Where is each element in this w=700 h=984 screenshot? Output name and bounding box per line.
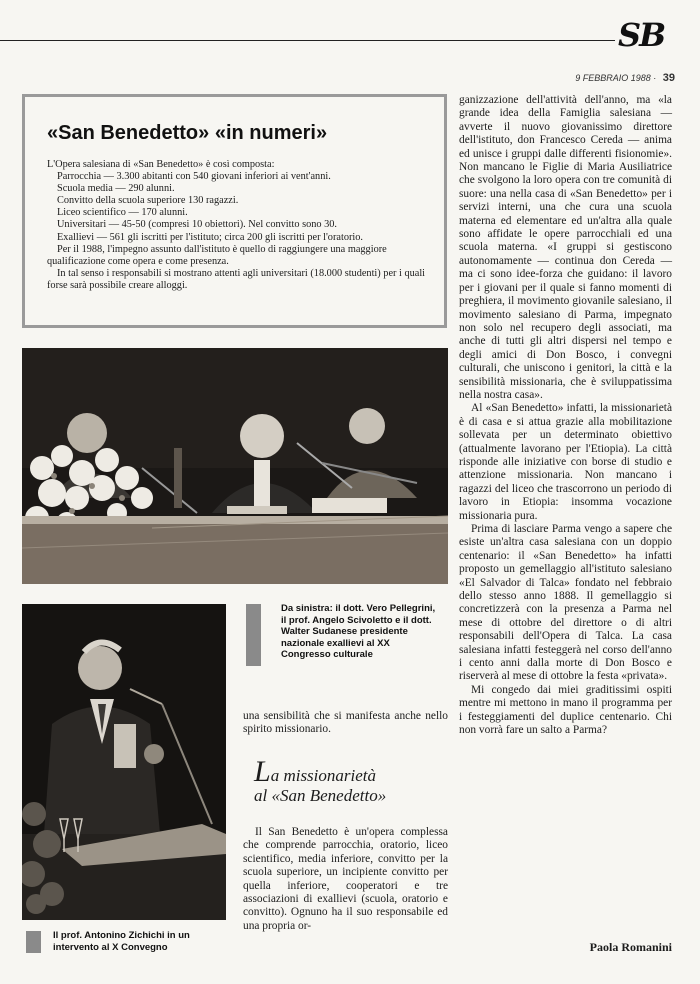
right-column <box>459 94 672 738</box>
continuation-paragraph: una sensibilità che si manifesta anche nello spirito missionario. <box>243 710 448 736</box>
body-paragraph: Mi congedo dai miei graditissimi ospiti mentre mi mettono in mano il programma per i festeggiamenti del duplice centenario. Chi non vorrà fare un salto a Parma? <box>459 683 672 737</box>
heading-rest: a missionarietà <box>270 766 376 785</box>
box-line: Exallievi — 561 gli iscritti per l'istituto; circa 200 gli iscritti per l'oratorio. <box>57 231 363 243</box>
magazine-logo: SB <box>618 16 665 54</box>
author-byline: Paola Romanini <box>589 940 672 954</box>
zichichi-photo-graphic <box>22 604 226 920</box>
page-number: 39 <box>662 72 675 84</box>
box-line: L'Opera salesiana di «San Benedetto» è così composta: <box>47 159 275 170</box>
photo-zichichi <box>22 604 226 920</box>
panel-photo-graphic <box>22 348 448 584</box>
body-paragraph: Prima di lasciare Parma vengo a sapere che esiste un'altra casa salesiana con un doppio centenario: il «San Benedetto» ha infatti proposto un gemellaggio all'istituto salesiano «El Salvador di Talca» fondato nel febbraio dello stesso anno 1888. Il gemellaggio si concretizzerà con la presenza a Parma nel mese di ottobre del direttore o di altri responsabili dell'Opera di Talca. La casa salesiana infatti festeggerà nel corso dell'anno i cento anni dalla morte di Don Bosco e riserverà al mese di ottobre la festa «privata». <box>459 523 672 683</box>
caption-marker <box>246 604 261 666</box>
caption-marker <box>26 931 41 953</box>
section-heading-line1 <box>254 755 386 788</box>
page-header-date: 9 FEBBRAIO 1988 · 39 <box>575 72 675 84</box>
photo-panel-speakers <box>22 348 448 584</box>
box-line: Universitari — 45-50 (compresi 10 obiettori). Nel convitto sono 30. <box>57 219 337 231</box>
photo-caption-speakers: Da sinistra: il dott. Vero Pellegrini, il prof. Angelo Scivoletto e il dott. Walter Sudanese presidente nazionale exallievi al XX Congresso culturale <box>281 603 436 660</box>
middle-continuation <box>243 710 448 737</box>
issue-date: 9 FEBBRAIO 1988 <box>575 73 651 83</box>
box-line: Convitto della scuola superiore 130 ragazzi. <box>57 195 239 207</box>
section-heading-line2: al «San Benedetto» <box>254 786 387 805</box>
body-paragraph: ganizzazione dell'attività dell'anno, ma «la grande idea della Famiglia salesiana — avverte il nuovo giovanissimo direttore dell'istituto, don Francesco Cereda — anima ed unisce i gruppi dalle differenti fisionomie». Non mancano le Figlie di Maria Ausiliatrice che svolgono la loro opera con tre comunità di suore: una nella casa di «San Benedetto» per i servizi interni, una che cura una scuola materna ed elementare ed un'altra alla quale sono affidate le opere parrocchiali ed una scuola materna. «I gruppi si gestiscono autonomamente — continua don Cereda — ma ci sono idee-forza che guidano: il lavoro per i giovani per il quale si fanno momenti di preghiera, il movimento giovanile salesiano, il movimento salesiano di Parma, impegnato non solo nel recupero degli associati, ma anche di tutti gli altri dispersi nel tempo e degli amici di Don Bosco, i convegni culturali, che uniscono i genitori, la città e la sensibilità missionaria, che è sviluppatissima nella nostra casa». <box>459 94 672 401</box>
box-line: In tal senso i responsabili si mostrano attenti agli universitari (18.000 studenti) per i quali forse sarà possibile creare alloggi. <box>47 267 426 291</box>
photo-caption-zichichi: Il prof. Antonino Zichichi in un intervento al X Convegno <box>53 930 190 953</box>
box-title: «San Benedetto» «in numeri» <box>47 122 328 144</box>
box-line: Scuola media — 290 alunni. <box>57 183 175 195</box>
box-line: Per il 1988, l'impegno assunto dall'istituto è quello di raggiungere una maggiore qualificazione come opera e come presenza. <box>47 243 387 267</box>
middle-body <box>243 826 448 933</box>
body-paragraph: Il San Benedetto è un'opera complessa che comprende parrocchia, oratorio, liceo scientifico, media inferiore, convitto per la scuola superiore, un incipiente convitto per quella inferiore, cooperatori e tre associazioni di exallievi (scuola, oratorio e convitto). Ognuno ha il suo responsabile ed una propria or- <box>243 826 448 932</box>
body-paragraph: Al «San Benedetto» infatti, la missionarietà è di casa e si attua grazie alla mobilitazione sollevata per un determinato obiettivo (attualmente lavorano per l'Etiopia). La città risponde alle iniziative con borse di studio e attenzione missionaria. Non mancano i ragazzi del liceo che trascorrono un periodo di lavoro in Etiopia: insomma vocazione missionaria pura. <box>459 402 672 522</box>
section-heading <box>254 755 387 805</box>
box-body <box>47 159 432 292</box>
box-line: Parrocchia — 3.300 abitanti con 540 giovani inferiori ai vent'anni. <box>57 171 331 183</box>
drop-initial: L <box>254 755 271 788</box>
header-rule <box>0 40 615 41</box>
box-line: Liceo scientifico — 170 alunni. <box>57 207 188 219</box>
stats-box <box>22 94 447 328</box>
